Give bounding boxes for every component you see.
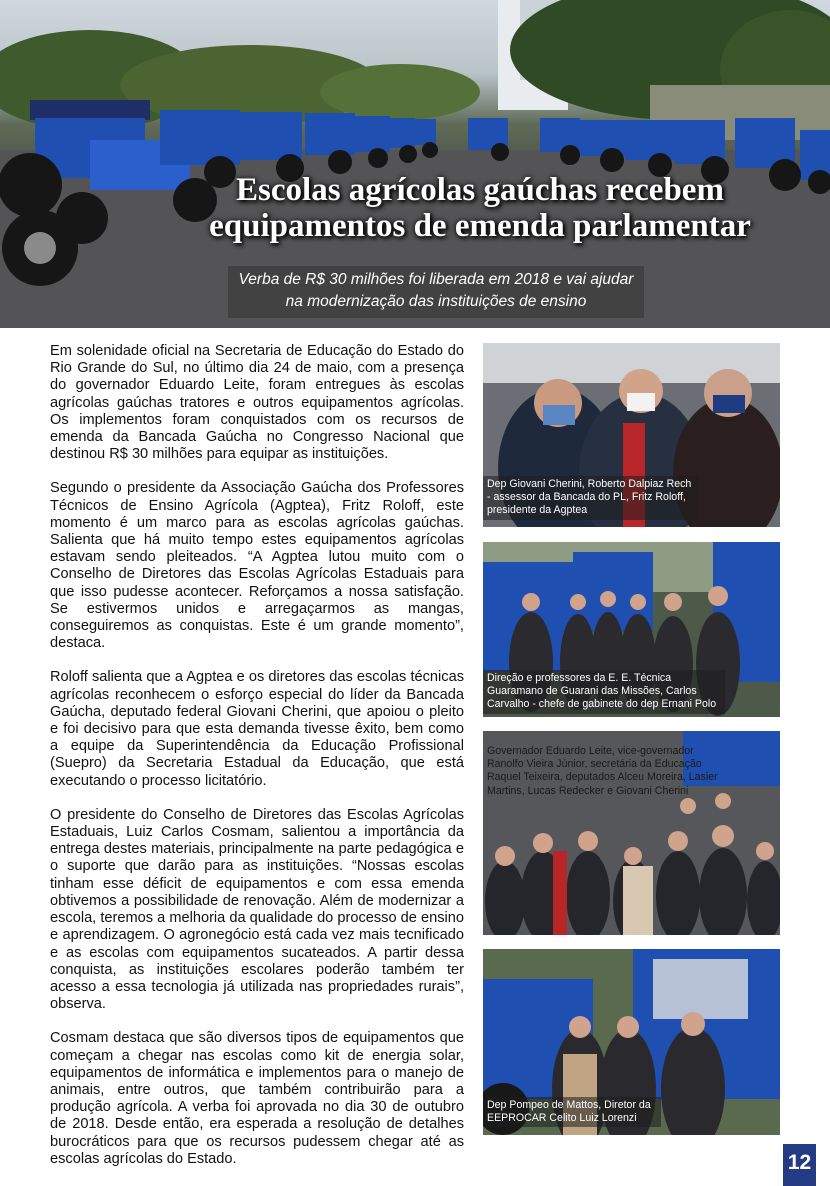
paragraph: Roloff salienta que a Agptea e os diretores das escolas técnicas agrícolas reconhecem o esforço especial do líder da Bancada Gaúcha, deputado federal Giovani Cherini, que apoiou o pleito e foi decisivo para que esta demanda tivesse êxito, bem como a equipe da Superintendência da Educação Profissional (Suepro) da Secretaria Estadual da Educação, que está executando o processo licitatório. xyxy=(50,669,464,789)
photo-caption: Direção e professores da E. E. Técnica Guaramano de Guarani das Missões, Carlos Carvalho - chefe de gabinete do dep Ernani Polo xyxy=(483,670,725,714)
photo-caption: Governador Eduardo Leite, vice-governador Ranolfo Vieira Júnior, secretária da Educação Raquel Teixeira, deputados Alceu Moreira, Lasier Martins, Lucas Redecker e Giovani Cherini xyxy=(487,745,718,797)
photo-caption: Dep Pompeo de Mattos, Diretor da EEPROCAR Celito Luiz Lorenzi xyxy=(483,1097,661,1127)
article-body xyxy=(50,343,464,1185)
paragraph: Em solenidade oficial na Secretaria de Educação do Estado do Rio Grande do Sul, no último dia 24 de maio, com a presença do governador Eduardo Leite, foram entregues às escolas agrícolas gaúchas tratores e outros equipamentos agrícolas. Os implementos foram conquistados com os recursos de emenda da Bancada Gaúcha no Congresso Nacional que destinou R$ 30 milhões para equipar as instituições. xyxy=(50,343,464,463)
article-title: Escolas agrícolas gaúchas recebem equipamentos de emenda parlamentar xyxy=(209,172,751,244)
paragraph: O presidente do Conselho de Diretores das Escolas Agrícolas Estaduais, Luiz Carlos Cosmam, salientou a importância da entrega destes materiais, principalmente na parte pedagógica e o suporte que darão para as instituições. “Nossas escolas tinham esse déficit de equipamentos e com essa emenda obtivemos a possibilidade de renovação. Além de modernizar a escola, teremos a melhoria da qualidade do processo de ensino e aprendizagem. O agronegócio está cada vez mais tecnificado e as escolas com equipamentos sucateados. A partir dessa conquista, as instituições escolares poderão também ter acesso a essa tecnologia já utilizada nas propriedades rurais”, observa. xyxy=(50,806,464,1013)
photo-3 xyxy=(483,731,780,935)
paragraph: Segundo o presidente da Associação Gaúcha dos Professores Técnicos de Ensino Agrícola (Agptea), Fritz Roloff, este momento é um marco para as escolas agrícolas gaúchas. Salienta que há muito tempo estes equipamentos agrícolas estavam sendo pleiteados. “A Agptea lutou muito com o Conselho de Diretores das Escolas Agrícolas Estaduais para que isso pudesse acontecer. Reforçamos a nossa satisfação. Se estivermos unidos e arregaçarmos as mangas, conseguiremos as conquistas. Este é um grande momento”, destaca. xyxy=(50,480,464,652)
page-number: 12 xyxy=(783,1144,816,1186)
hero-banner xyxy=(0,0,830,328)
article-subtitle: Verba de R$ 30 milhões foi liberada em 2018 e vai ajudar na modernização das instituições de ensino xyxy=(228,266,644,318)
photo-2 xyxy=(483,542,780,717)
photo-4 xyxy=(483,949,780,1135)
paragraph: Cosmam destaca que são diversos tipos de equipamentos que começam a chegar nas escolas como kit de energia solar, equipamentos de informática e implementos para o manejo de animais, entre outros, que também contribuirão para a produção agrícola. A verba foi aprovada no dia 30 de outubro de 2018. Desde então, era esperada a resolução de detalhes burocráticos para que os recursos pudessem chegar até as escolas agrícolas do Estado. xyxy=(50,1030,464,1167)
photo-1 xyxy=(483,343,780,527)
photo-caption: Dep Giovani Cherini, Roberto Dalpiaz Rech - assessor da Bancada do PL, Fritz Roloff, presidente da Agptea xyxy=(483,476,699,520)
